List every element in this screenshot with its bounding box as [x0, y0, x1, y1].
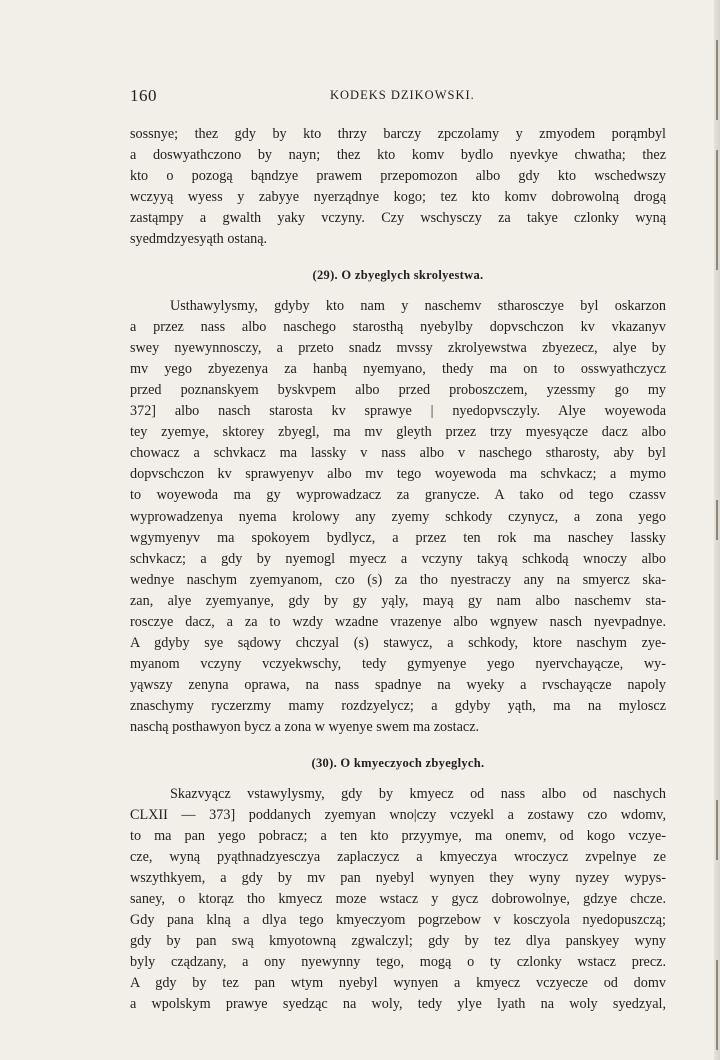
- text-line: syedmdzyesyąth ostaną.: [130, 231, 268, 248]
- text-line: wgymyenyv ma spokoyem bydlycz, a przez ten rok ma naschey lassky: [130, 529, 666, 546]
- text-line: 372] albo nasch starosta kv sprawye | nyedopvsczyly. Alye woyewoda: [130, 403, 666, 420]
- text-line: wednye naschym zyemyanom, czo (s) za tho nyestraczy any na smyercz ska-: [130, 571, 666, 588]
- text-line: wczyyą wyess y zabyye nyerządnye kogo; tez kto komv dobrowolną drogą: [130, 189, 666, 206]
- text-line: swey nyewynnosczy, a przeto snadz mvssy zkrolyewstwa zbyezecz, alye by: [130, 339, 666, 356]
- text-line: cze, wyną pyąthnadzyesczya zaplaczycz a kmyeczya wroczycz zvpelnye ze: [130, 848, 666, 865]
- text-line: Gdy pana klną a dlya tego kmyeczyom pogrzebow v kosczyola nyedopuszczą;: [130, 912, 666, 929]
- text-line: przed poznanskyem byskvpem albo przed proboszczem, yzessmy go my: [130, 381, 666, 398]
- text-line: naschą posthawyon bycz a zona w wyenye swem ma zostacz.: [130, 719, 480, 736]
- text-line: znaschymy ryczerzmy mamy rozdzyelycz; a gdyby yąth, ma na myloscz: [130, 698, 666, 715]
- page-header: [130, 86, 668, 108]
- text-line: to ma pan yego pobracz; a ten kto przyymye, ma onemv, od kogo vczye-: [130, 827, 666, 844]
- text-line: myanom vczyny vczyekwschy, tedy gymyenye yego nyervchayącze, wy-: [130, 656, 666, 673]
- text-line: sossnye; thez gdy by kto thrzy barczy zpczolamy y zmyodem porąmbyl: [130, 126, 666, 142]
- text-line: wyprowadzenya nyema krolowy any zyemy schkody czynycz, a zona yego: [130, 508, 666, 525]
- text-line: Skazvyącz vstawylysmy, gdy by kmyecz od nass albo od naschych: [170, 785, 666, 802]
- text-line: a doswyathczono by nayn; thez kto komv bydlo nyevkye chwatha; thez: [130, 147, 666, 164]
- edge-mark: [716, 800, 718, 860]
- page-edge-shadow: [714, 0, 720, 1060]
- text-line: wszythkyem, a gdy by mv pan nyebyl wynyen they wyny nyzey wypys-: [130, 869, 666, 886]
- paragraph-1: [130, 124, 666, 251]
- section-heading-30: (30). O kmyeczyoch zbyeglych.: [311, 755, 485, 770]
- text-line: yąwszy zenyna oprawa, na nass spadnye na wyeky a rvschayącze napoly: [130, 677, 666, 694]
- text-body: [130, 124, 666, 1016]
- text-line: kto o pozogą bąndzye prawem przepomozon albo gdy kto wschedwszy: [130, 168, 666, 185]
- section-29-body: [130, 296, 666, 739]
- text-line: CLXII — 373] poddanych zyemyan wno|czy vczyekl a zostawy czo wdomv,: [130, 806, 666, 823]
- text-line: tey zyemye, sktorey zbyegl, ma mv gleyth przez trzy myesyącze dacz albo: [130, 424, 666, 441]
- section-30-body: [130, 784, 666, 1016]
- text-line: A gdyby sye sądowy chczyal (s) stawycz, a schkody, ktore naschym zye-: [130, 635, 666, 652]
- edge-mark: [716, 150, 718, 270]
- page-number: 160: [130, 86, 157, 105]
- text-line: zan, alye zyemyanye, gdy by gy yąly, mayą gy nam albo naschemv sta-: [130, 592, 666, 609]
- text-line: chowacz a schvkacz ma lassky v nass albo v naschego stharosty, aby byl: [130, 445, 666, 462]
- text-line: a przez nass albo naschego starosthą nyebylby dopvschczon kv vkazanyv: [130, 318, 666, 335]
- edge-mark: [716, 40, 718, 120]
- edge-mark: [716, 960, 718, 1050]
- text-line: a wpolskym prawye syedząc na woly, tedy ylye lyath na woly syedzyal,: [130, 996, 666, 1013]
- text-line: A gdy by tez pan wtym nyebyl wynyen a kmyecz vczyecze od domv: [130, 975, 666, 992]
- running-title: KODEKS DZIKOWSKI.: [330, 88, 475, 102]
- text-line: to woyewoda ma gy wyprowadzacz za granycze. A tako od tego czassv: [130, 487, 666, 504]
- text-line: byly cządzany, a ony nyewynny tego, mogą o ty czlonky wstacz precz.: [130, 954, 666, 971]
- text-line: mv yego zbyezenya za hanbą nyemyano, thedy ma on to osswyathczycz: [130, 360, 666, 377]
- text-line: gdy by pan swą kmyotowną zgwalczyl; gdy by tez dlya panskyey wyny: [130, 933, 666, 950]
- text-line: Usthawylysmy, gdyby kto nam y naschemv stharosczye byl oskarzon: [170, 297, 666, 314]
- text-line: rosczye dacz, a za to wzdy wzadne vrazenye albo wgnyew nasch nyevpadnye.: [130, 613, 666, 630]
- text-line: dopvschczon kv sprawyenyv albo mv tego woyewoda ma schvkacz; a mymo: [130, 466, 666, 483]
- edge-mark: [716, 500, 718, 540]
- text-line: zastąmpy a gwalth yaky vczyny. Czy wschysczy za takye czlonky wyną: [130, 210, 666, 227]
- section-heading-29: (29). O zbyeglych skrolyestwa.: [312, 267, 484, 282]
- text-line: saney, o ktorąz tho kmyecz moze wstacz y gycz dobrowolnye, gdzye chcze.: [130, 891, 666, 907]
- text-line: schvkacz; a gdy by nyemogl myecz a vczyny takyą schkodą wnoczy albo: [130, 550, 666, 567]
